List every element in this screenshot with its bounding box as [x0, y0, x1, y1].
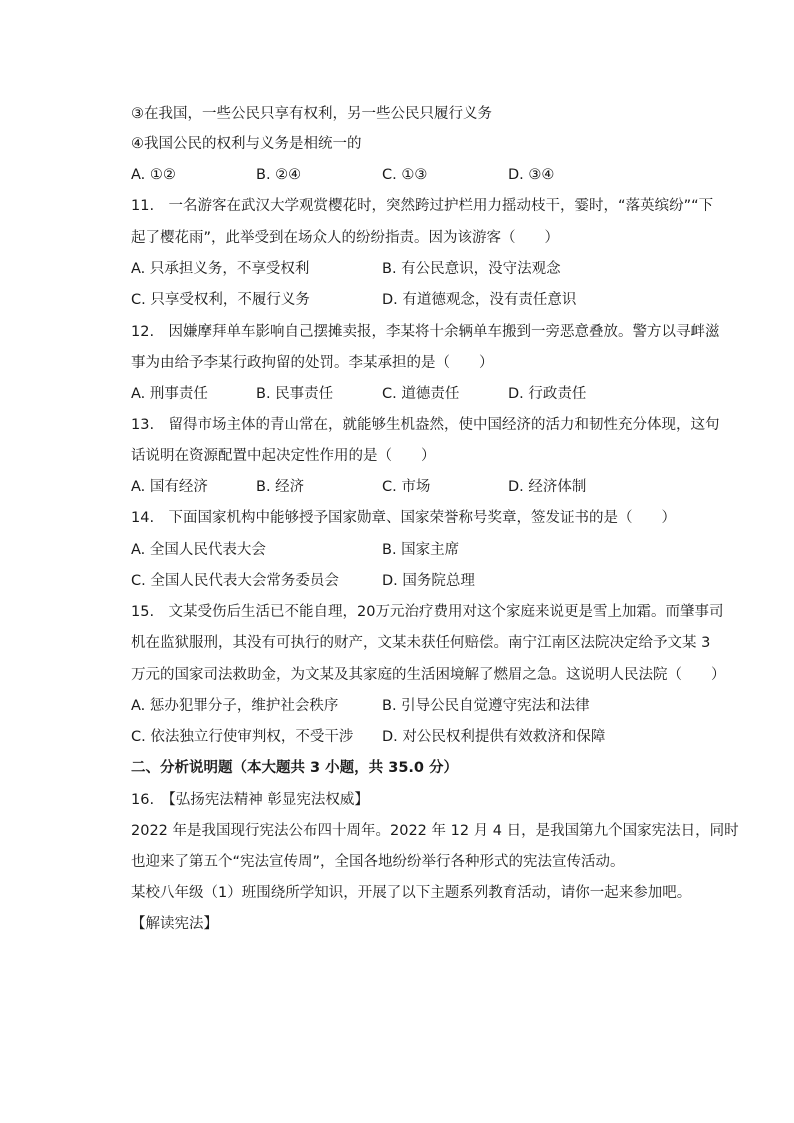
q15-option-c: C. 依法独立行使审判权，不受干涉: [131, 729, 354, 745]
q10-option-c: C. ①③: [382, 167, 428, 183]
q11-option-a: A. 只承担义务，不享受权利: [131, 261, 310, 277]
q14-option-a: A. 全国人民代表大会: [131, 542, 266, 558]
q14-stem-line1: 14. 下面国家机构中能够授予国家勋章、国家荣誉称号奖章，签发证书的是（ ）: [131, 510, 677, 526]
q15-stem-line1: 15. 文某受伤后生活已不能自理，20万元治疗费用对这个家庭来说更是雪上加霜。而肇事司: [131, 604, 724, 620]
q12-stem-line2: 事为由给予李某行政拘留的处罚。李某承担的是（ ）: [131, 355, 494, 371]
q11-option-c: C. 只享受权利，不履行义务: [131, 292, 310, 308]
q14-option-c: C. 全国人民代表大会常务委员会: [131, 573, 339, 589]
q11-stem-line1: 11. 一名游客在武汉大学观赏樱花时，突然跨过护栏用力摇动枝干，霎时，“落英缤纷”“下: [131, 198, 714, 214]
q13-option-d: D. 经济体制: [508, 479, 587, 495]
q13-stem-line2: 话说明在资源配置中起决定性作用的是（ ）: [131, 448, 436, 464]
q16-para1-line2: 也迎来了第五个“宪法宣传周”，全国各地纷纷举行各种形式的宪法宣传活动。: [131, 854, 625, 870]
q16-para1-line1: 2022 年是我国现行宪法公布四十周年。2022 年 12 月 4 日，是我国第九个国家宪法日，同时: [131, 823, 739, 839]
q13-option-a: A. 国有经济: [131, 479, 208, 495]
q13-option-c: C. 市场: [382, 479, 431, 495]
q13-stem-line1: 13. 留得市场主体的青山常在，就能够生机盎然，使中国经济的活力和韧性充分体现，这句: [131, 417, 720, 433]
q10-statement-3: ③在我国，一些公民只享有权利，另一些公民只履行义务: [131, 106, 492, 122]
q12-option-d: D. 行政责任: [508, 386, 587, 402]
q14-option-d: D. 国务院总理: [382, 573, 475, 589]
q14-option-b: B. 国家主席: [382, 542, 460, 558]
q12-option-a: A. 刑事责任: [131, 386, 208, 402]
q15-stem-line3: 万元的国家司法救助金，为文某及其家庭的生活困境解了燃眉之急。这说明人民法院（ ）: [131, 667, 726, 683]
q12-stem-line1: 12. 因嫌摩拜单车影响自己摆摊卖报，李某将十余辆单车搬到一旁恶意叠放。警方以寻衅滋: [131, 324, 720, 340]
q16-subheader: 【解读宪法】: [131, 916, 218, 932]
q10-statement-4: ④我国公民的权利与义务是相统一的: [131, 136, 362, 152]
q15-option-a: A. 惩办犯罪分子，维护社会秩序: [131, 698, 339, 714]
section-2-heading: [131, 758, 694, 778]
section-2-note: （本大题共 3 小题，共 35.0 分）: [232, 760, 459, 776]
q16-para2: 某校八年级（1）班围绕所学知识，开展了以下主题系列教育活动，请你一起来参加吧。: [131, 885, 692, 901]
q15-stem-line2: 机在监狱服刑，其没有可执行的财产，文某未获任何赔偿。南宁江南区法院决定给予文某 3: [131, 635, 711, 651]
section-2-title: 二、分析说明题: [131, 760, 233, 776]
q15-option-d: D. 对公民权利提供有效救济和保障: [382, 729, 606, 745]
q12-option-c: C. 道德责任: [382, 386, 460, 402]
q12-option-b: B. 民事责任: [256, 386, 334, 402]
q10-option-d: D. ③④: [508, 167, 555, 183]
q11-option-d: D. 有道德观念，没有责任意识: [382, 292, 577, 308]
q10-option-b: B. ②④: [256, 167, 302, 183]
q15-option-b: B. 引导公民自觉遵守宪法和法律: [382, 698, 590, 714]
q11-stem-line2: 起了樱花雨”，此举受到在场众人的纷纷指责。因为该游客（ ）: [131, 230, 560, 246]
q11-option-b: B. 有公民意识，没守法观念: [382, 261, 561, 277]
q16-header: 16. 【弘扬宪法精神 彰显宪法权威】: [131, 792, 369, 808]
q10-option-a: A. ①②: [131, 167, 176, 183]
q13-option-b: B. 经济: [256, 479, 305, 495]
